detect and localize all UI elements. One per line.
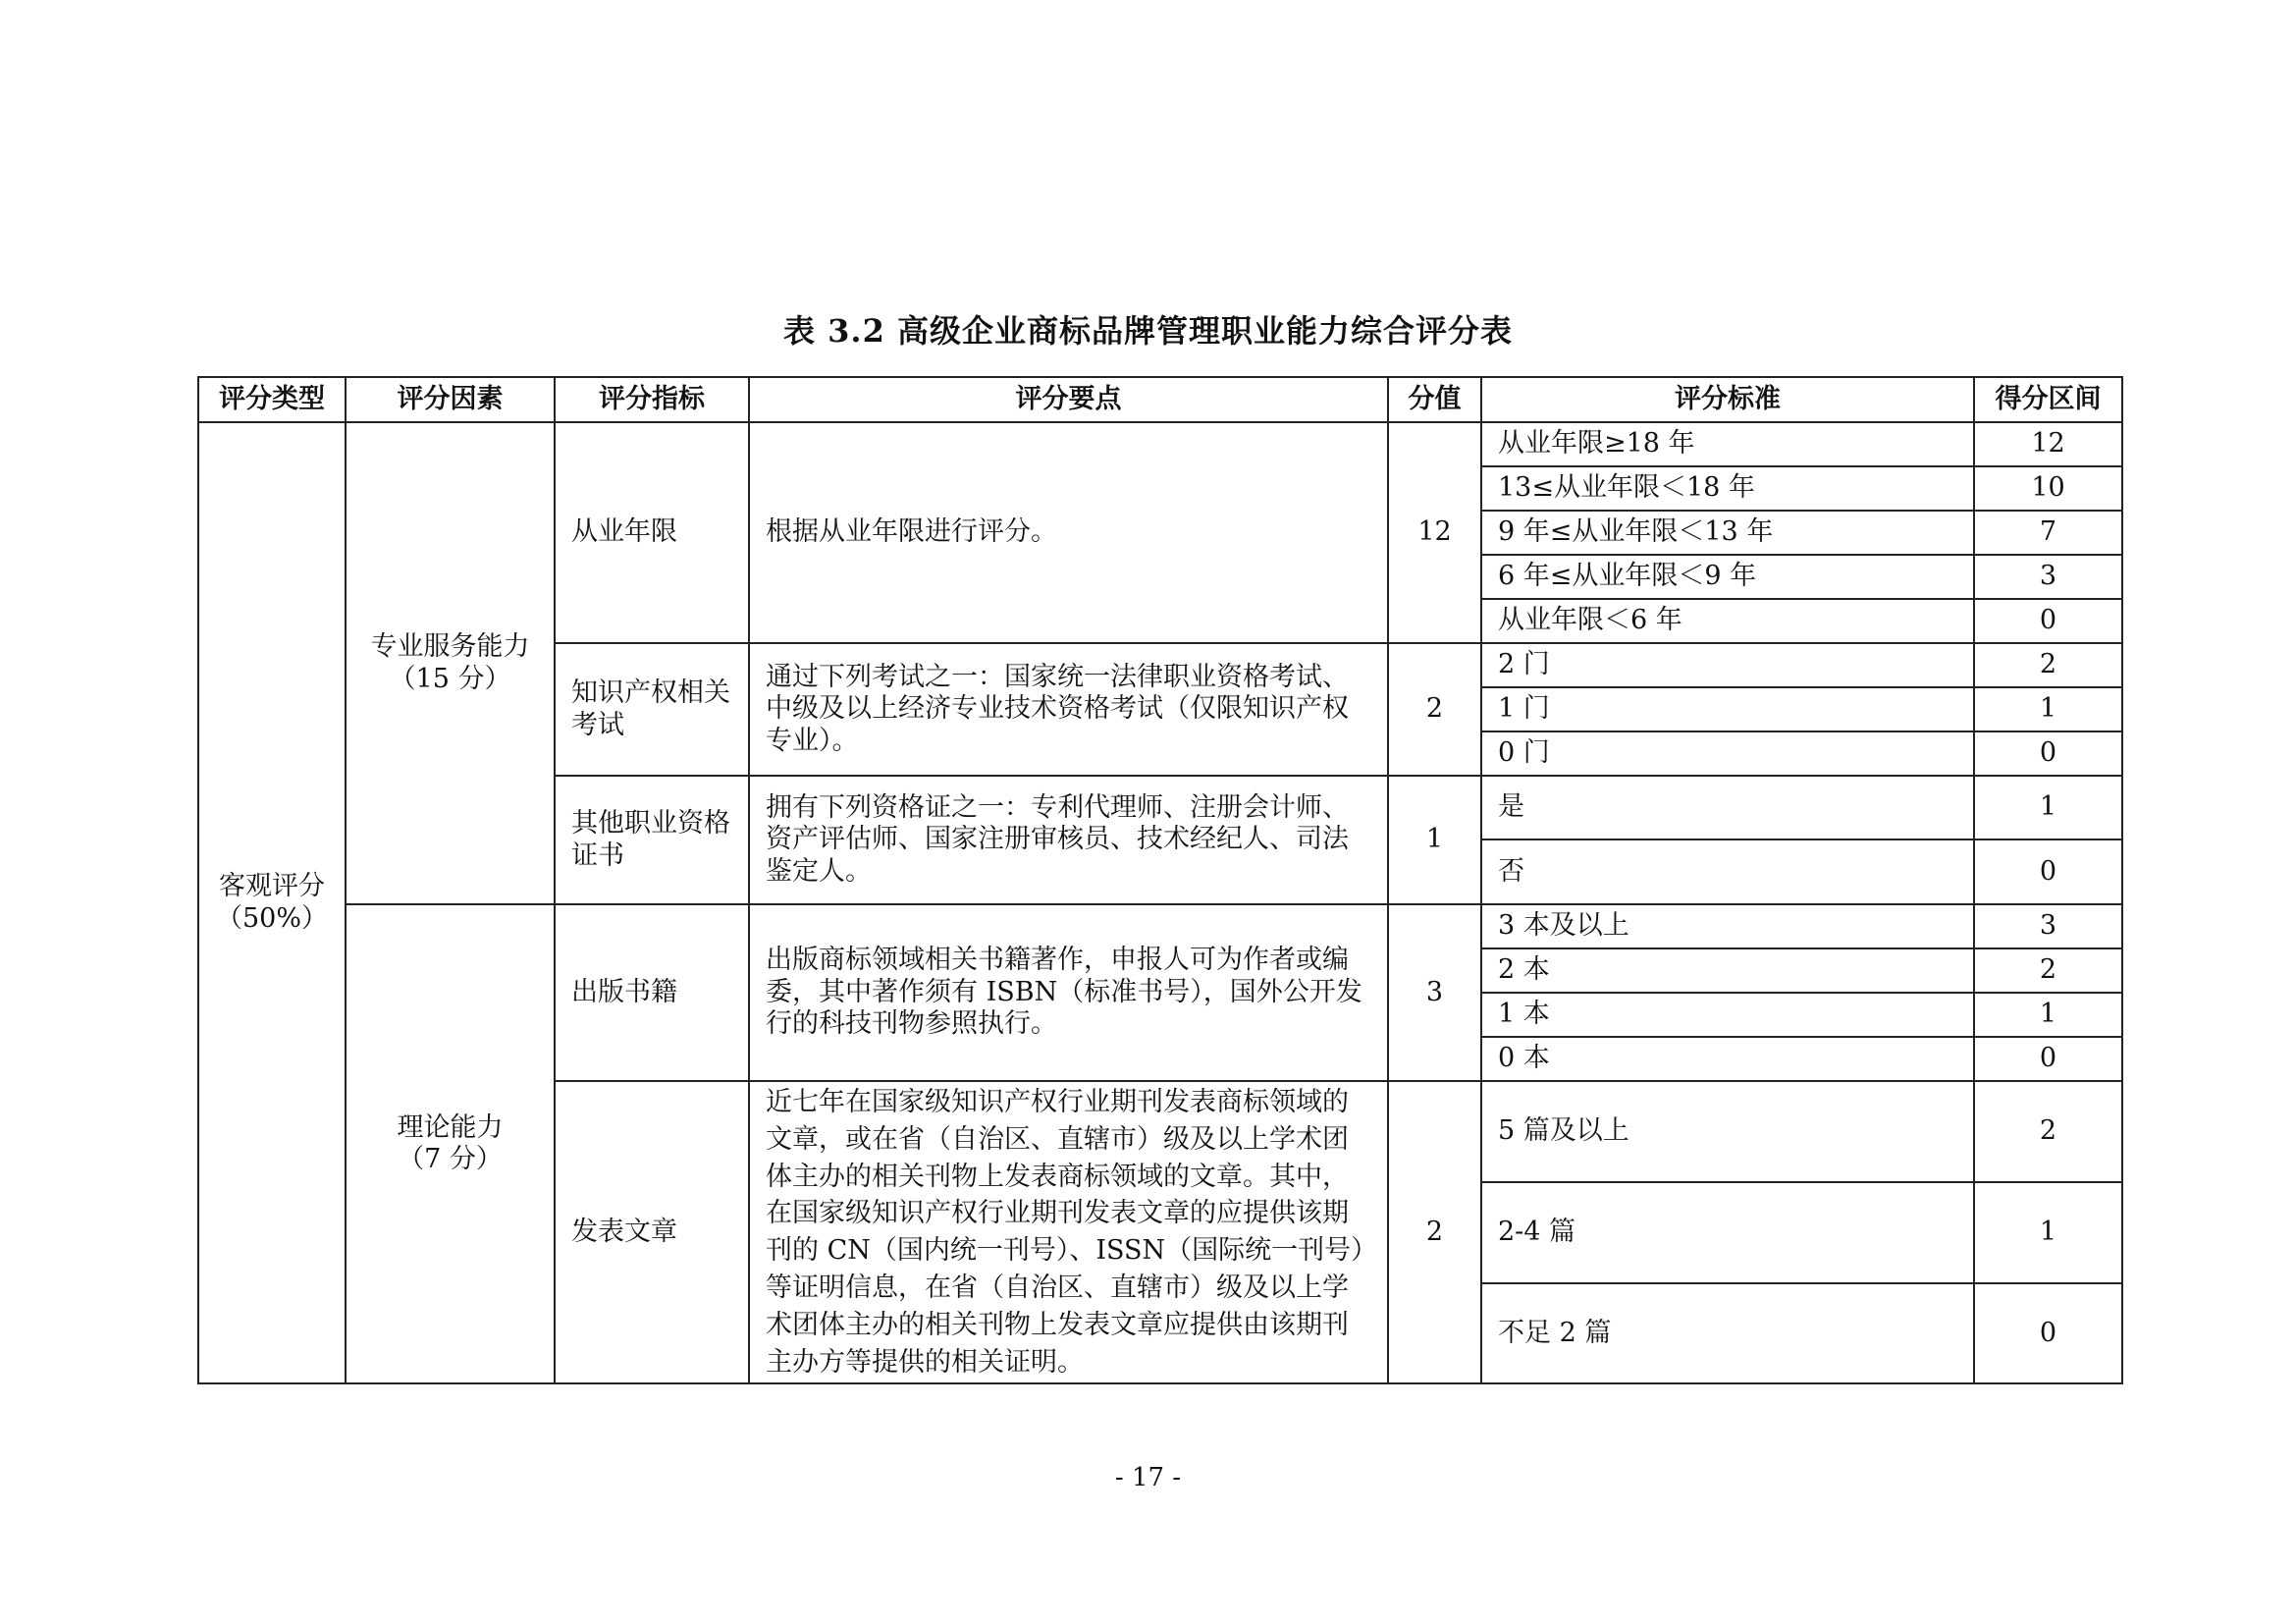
criterion-range: 2 <box>1974 948 2122 993</box>
indicator-score: 2 <box>1388 643 1481 776</box>
indicator-score: 12 <box>1388 422 1481 643</box>
header-key-point: 评分要点 <box>749 377 1388 422</box>
type-weight: （50%） <box>215 902 328 934</box>
factor-points: （15 分） <box>389 663 511 694</box>
criterion-range: 0 <box>1974 731 2122 776</box>
page-number: - 17 - <box>1114 1463 1182 1492</box>
factor-name: 理论能力 <box>397 1111 504 1143</box>
criterion-range: 1 <box>1974 993 2122 1037</box>
header-range: 得分区间 <box>1974 377 2122 422</box>
indicator-key-point: 通过下列考试之一：国家统一法律职业资格考试、中级及以上经济专业技术资格考试（仅限知识产权专业）。 <box>749 643 1388 776</box>
table-row <box>198 422 2122 466</box>
criterion-standard: 不足 2 篇 <box>1481 1283 1974 1384</box>
indicator-name: 发表文章 <box>555 1081 749 1383</box>
criterion-standard: 9 年≤从业年限＜13 年 <box>1481 511 1974 555</box>
factor-points: （7 分） <box>398 1144 503 1175</box>
criterion-standard: 2 本 <box>1481 948 1974 993</box>
indicator-key-point: 根据从业年限进行评分。 <box>749 422 1388 643</box>
header-factor: 评分因素 <box>346 377 555 422</box>
criterion-range: 2 <box>1974 1081 2122 1182</box>
table-title: 表 3.2 高级企业商标品牌管理职业能力综合评分表 <box>783 312 1513 350</box>
indicator-score: 2 <box>1388 1081 1481 1383</box>
indicator-name: 出版书籍 <box>555 904 749 1081</box>
criterion-standard: 0 本 <box>1481 1037 1974 1081</box>
criterion-range: 3 <box>1974 555 2122 599</box>
indicator-score: 3 <box>1388 904 1481 1081</box>
criterion-range: 0 <box>1974 1037 2122 1081</box>
header-score: 分值 <box>1388 377 1481 422</box>
type-name: 客观评分 <box>219 871 325 902</box>
table-row <box>198 904 2122 948</box>
criterion-range: 0 <box>1974 599 2122 643</box>
criterion-standard: 1 本 <box>1481 993 1974 1037</box>
criterion-standard: 6 年≤从业年限＜9 年 <box>1481 555 1974 599</box>
indicator-score: 1 <box>1388 776 1481 904</box>
criterion-range: 3 <box>1974 904 2122 948</box>
factor-cell <box>346 904 555 1383</box>
criterion-range: 12 <box>1974 422 2122 466</box>
criterion-standard: 3 本及以上 <box>1481 904 1974 948</box>
header-type: 评分类型 <box>198 377 346 422</box>
type-cell <box>198 422 346 1383</box>
indicator-name: 从业年限 <box>555 422 749 643</box>
header-standard: 评分标准 <box>1481 377 1974 422</box>
criterion-standard: 否 <box>1481 839 1974 904</box>
factor-name: 专业服务能力 <box>370 631 530 663</box>
criterion-range: 1 <box>1974 776 2122 839</box>
criterion-range: 0 <box>1974 1283 2122 1384</box>
criterion-range: 1 <box>1974 687 2122 731</box>
criterion-range: 10 <box>1974 466 2122 511</box>
criterion-standard: 1 门 <box>1481 687 1974 731</box>
factor-cell <box>346 422 555 904</box>
indicator-key-point: 近七年在国家级知识产权行业期刊发表商标领域的文章，或在省（自治区、直辖市）级及以上学术团体主办的相关刊物上发表商标领域的文章。其中，在国家级知识产权行业期刊发表文章的应提供该期刊的 CN（国内统一刊号）、ISSN（国际统一刊号）等证明信息，在省（自治区、直辖市）级及以上学术团体主办的相关刊物上发表文章应提供由该期刊主办方等提供的相关证明。 <box>749 1081 1388 1383</box>
criterion-range: 1 <box>1974 1182 2122 1283</box>
indicator-key-point: 出版商标领域相关书籍著作，申报人可为作者或编委，其中著作须有 ISBN（标准书号），国外公开发行的科技刊物参照执行。 <box>749 904 1388 1081</box>
criterion-range: 0 <box>1974 839 2122 904</box>
criterion-standard: 2 门 <box>1481 643 1974 687</box>
criterion-standard: 从业年限≥18 年 <box>1481 422 1974 466</box>
criterion-standard: 0 门 <box>1481 731 1974 776</box>
criterion-standard: 从业年限＜6 年 <box>1481 599 1974 643</box>
criterion-standard: 5 篇及以上 <box>1481 1081 1974 1182</box>
indicator-name: 其他职业资格证书 <box>555 776 749 904</box>
criterion-range: 7 <box>1974 511 2122 555</box>
table-header-row <box>198 377 2122 422</box>
scoring-table <box>197 376 2123 1384</box>
indicator-key-point: 拥有下列资格证之一：专利代理师、注册会计师、资产评估师、国家注册审核员、技术经纪人、司法鉴定人。 <box>749 776 1388 904</box>
header-indicator: 评分指标 <box>555 377 749 422</box>
criterion-standard: 2-4 篇 <box>1481 1182 1974 1283</box>
indicator-name: 知识产权相关考试 <box>555 643 749 776</box>
criterion-standard: 是 <box>1481 776 1974 839</box>
criterion-range: 2 <box>1974 643 2122 687</box>
criterion-standard: 13≤从业年限＜18 年 <box>1481 466 1974 511</box>
